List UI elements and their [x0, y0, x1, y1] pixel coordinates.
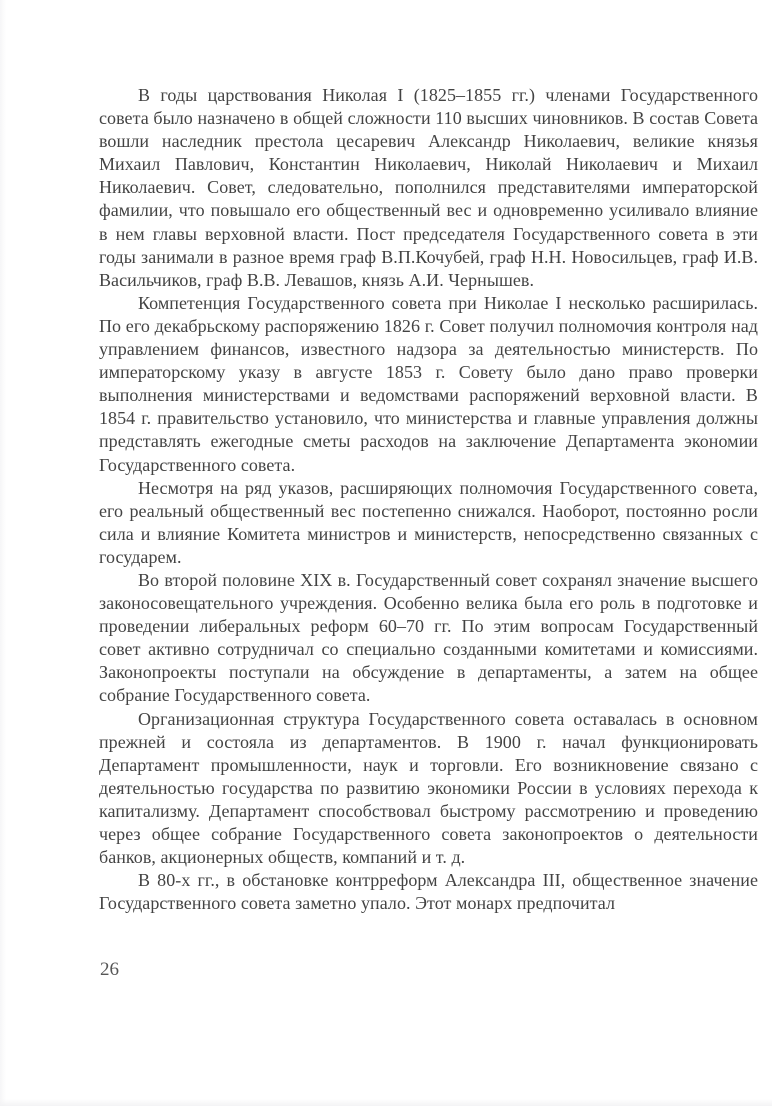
paragraph-council-competence: Компетенция Государственного совета при Николае I несколько расширилась. По его декабрьскому распоряжению 1826 г. Совет получил полномочия контроля над управлением финансов, известного надзора за деятельностью министерств. По императорскому указу в августе 1853 г. Совету было дано право проверки выполнения министерствами и ведомствами распоряжений верховной власти. В 1854 г. правительство установило, что министерства и главные управления должны представлять ежегодные сметы расходов на заключение Департамента экономии Государственного совета. — [99, 292, 758, 475]
scan-edge-artifact — [0, 1099, 772, 1106]
paragraph-declining-weight: Несмотря на ряд указов, расширяющих полномочия Государственного совета, его реальный общественный вес постепенно снижался. Наоборот, постоянно росли сила и влияние Комитета министров и министерств, непосредственно связанных с государем. — [99, 477, 758, 567]
paragraph-organizational-structure: Организационная структура Государственного совета оставалась в основном прежней и состояла из департаментов. В 1900 г. начал функционировать Департамент промышленности, наук и торговли. Его возникновение связано с деятельностью государства по развитию экономики России в условиях перехода к капитализму. Департамент способствовал быстрому рассмотрению и проведению через общее собрание Государственного совета законопроектов о деятельности банков, акционерных обществ, компаний и т. д. — [99, 708, 758, 868]
paragraph-counter-reforms: В 80-х гг., в обстановке контрреформ Александра III, общественное значение Государственного совета заметно упало. Этот монарх предпочитал — [99, 870, 758, 914]
paragraph-second-half-xix: Во второй половине XIX в. Государственный совет сохранял значение высшего законосовещательного учреждения. Особенно велика была его роль в подготовке и проведении либеральных реформ 60–70 гг. По этим вопросам Государственный совет активно сотрудничал со специально созданными комитетами и комиссиями. Законопроекты поступали на обсуждение в департаменты, а затем на общее собрание Государственного совета. — [99, 569, 758, 706]
page-text — [99, 84, 758, 915]
paragraph-nicholas-council-members: В годы царствования Николая I (1825–1855 гг.) членами Государственного совета было назначено в общей сложности 110 высших чиновников. В состав Совета вошли наследник престола цесаревич Александр Николаевич, великие князья Михаил Павлович, Константин Николаевич, Николай Николаевич и Михаил Николаевич. Совет, следовательно, пополнился представителями императорской фамилии, что повышало его общественный вес и одновременно усиливало влияние в нем главы верховной власти. Пост председателя Государственного совета в эти годы занимали в разное время граф В.П.Кочубей, граф Н.Н. Новосильцев, граф И.В. Васильчиков, граф В.В. Левашов, князь А.И. Чернышев. — [99, 85, 758, 290]
page-number: 26 — [100, 959, 119, 980]
